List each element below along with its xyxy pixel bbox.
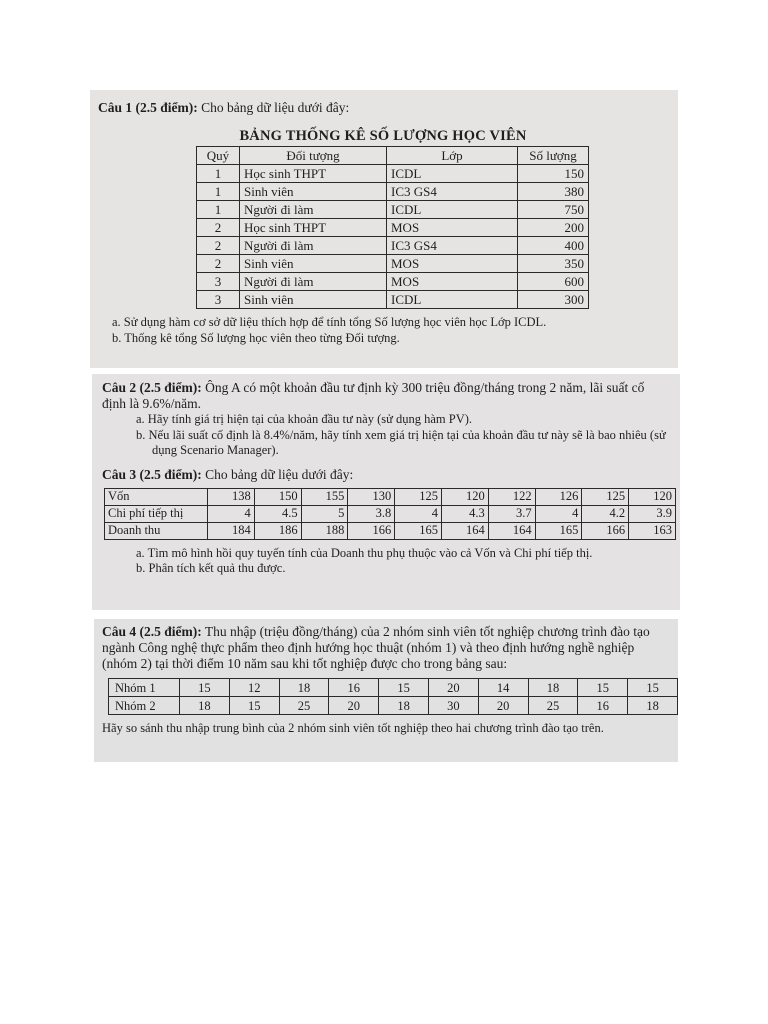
value-cell: 3.9 bbox=[629, 505, 676, 522]
value-cell: 4 bbox=[535, 505, 582, 522]
cell-class: ICDL bbox=[387, 291, 518, 309]
value-cell: 20 bbox=[329, 697, 379, 715]
table-row bbox=[197, 291, 589, 309]
row-label: Vốn bbox=[105, 488, 208, 505]
value-cell: 125 bbox=[582, 488, 629, 505]
header-quantity: Số lượng bbox=[518, 147, 589, 165]
cell-quarter: 3 bbox=[197, 273, 240, 291]
income-table bbox=[108, 678, 678, 715]
value-cell: 18 bbox=[180, 697, 230, 715]
cell-quarter: 2 bbox=[197, 255, 240, 273]
cell-class: IC3 GS4 bbox=[387, 237, 518, 255]
question-3-heading: Câu 3 (2.5 điểm): bbox=[102, 466, 202, 482]
value-cell: 120 bbox=[629, 488, 676, 505]
cell-class: MOS bbox=[387, 273, 518, 291]
header-subject: Đối tượng bbox=[240, 147, 387, 165]
value-cell: 16 bbox=[578, 697, 628, 715]
value-cell: 164 bbox=[441, 522, 488, 539]
student-count-table bbox=[196, 146, 589, 309]
question-2-heading: Câu 2 (2.5 điểm): bbox=[102, 380, 202, 395]
cell-quarter: 2 bbox=[197, 237, 240, 255]
value-cell: 18 bbox=[628, 697, 678, 715]
question-4-prompt bbox=[102, 624, 668, 672]
value-cell: 20 bbox=[478, 697, 528, 715]
table-header-row bbox=[197, 147, 589, 165]
value-cell: 155 bbox=[301, 488, 348, 505]
question-4-intro: Thu nhập (triệu đồng/tháng) của 2 nhóm sinh viên tốt nghiệp chương trình đào tạo ngành Công nghệ thực phẩm theo định hướng học thuật (nhóm 1) và theo định hướng nghề nghiệp (nhóm 2) tại thời điểm 10 năm sau khi tốt nghiệp được cho trong bảng sau: bbox=[102, 624, 650, 671]
row-label: Nhóm 2 bbox=[109, 697, 180, 715]
cell-quarter: 2 bbox=[197, 219, 240, 237]
header-quarter: Quý bbox=[197, 147, 240, 165]
question-3-item-a: a. Tìm mô hình hồi quy tuyến tính của Doanh thu phụ thuộc vào cả Vốn và Chi phí tiếp thị. bbox=[136, 545, 593, 560]
value-cell: 126 bbox=[535, 488, 582, 505]
value-cell: 15 bbox=[379, 679, 429, 697]
row-label: Nhóm 1 bbox=[109, 679, 180, 697]
cell-subject: Học sinh THPT bbox=[240, 165, 387, 183]
cell-quantity: 300 bbox=[518, 291, 589, 309]
row-label: Doanh thu bbox=[105, 522, 208, 539]
table-row bbox=[197, 219, 589, 237]
question-2-prompt bbox=[102, 380, 670, 412]
table-row bbox=[197, 201, 589, 219]
value-cell: 15 bbox=[229, 697, 279, 715]
value-cell: 15 bbox=[180, 679, 230, 697]
cell-quantity: 750 bbox=[518, 201, 589, 219]
question-3-item-b: b. Phân tích kết quả thu được. bbox=[136, 561, 286, 575]
value-cell: 184 bbox=[208, 522, 255, 539]
value-cell: 4.2 bbox=[582, 505, 629, 522]
cell-class: MOS bbox=[387, 219, 518, 237]
table-row bbox=[197, 273, 589, 291]
cell-class: ICDL bbox=[387, 201, 518, 219]
cell-subject: Người đi làm bbox=[240, 237, 387, 255]
value-cell: 165 bbox=[395, 522, 442, 539]
value-cell: 138 bbox=[208, 488, 255, 505]
value-cell: 164 bbox=[488, 522, 535, 539]
value-cell: 120 bbox=[441, 488, 488, 505]
table-row bbox=[197, 255, 589, 273]
question-1-prompt bbox=[98, 100, 668, 116]
value-cell: 25 bbox=[279, 697, 329, 715]
value-cell: 4.5 bbox=[254, 505, 301, 522]
question-4-heading: Câu 4 (2.5 điểm): bbox=[102, 624, 202, 639]
cell-subject: Sinh viên bbox=[240, 183, 387, 201]
value-cell: 20 bbox=[428, 679, 478, 697]
value-cell: 165 bbox=[535, 522, 582, 539]
value-cell: 3.7 bbox=[488, 505, 535, 522]
question-1-heading: Câu 1 (2.5 điểm): bbox=[98, 100, 198, 115]
value-cell: 15 bbox=[578, 679, 628, 697]
cell-quantity: 600 bbox=[518, 273, 589, 291]
cell-quantity: 380 bbox=[518, 183, 589, 201]
cell-quantity: 350 bbox=[518, 255, 589, 273]
value-cell: 18 bbox=[279, 679, 329, 697]
value-cell: 4 bbox=[208, 505, 255, 522]
value-cell: 130 bbox=[348, 488, 395, 505]
value-cell: 30 bbox=[428, 697, 478, 715]
value-cell: 14 bbox=[478, 679, 528, 697]
question-1-item-b: b. Thống kê tổng Số lượng học viên theo từng Đối tượng. bbox=[112, 330, 400, 345]
value-cell: 4 bbox=[395, 505, 442, 522]
question-4-panel bbox=[94, 619, 678, 762]
table-row bbox=[105, 522, 676, 539]
value-cell: 12 bbox=[229, 679, 279, 697]
question-1-panel bbox=[90, 90, 678, 368]
value-cell: 125 bbox=[395, 488, 442, 505]
table-row bbox=[197, 165, 589, 183]
row-label: Chi phí tiếp thị bbox=[105, 505, 208, 522]
regression-data-table bbox=[104, 488, 676, 540]
cell-quarter: 1 bbox=[197, 201, 240, 219]
question-1-intro: Cho bảng dữ liệu dưới đây: bbox=[197, 100, 350, 115]
question-3-intro: Cho bảng dữ liệu dưới đây: bbox=[201, 466, 354, 482]
cell-subject: Sinh viên bbox=[240, 255, 387, 273]
value-cell: 4.3 bbox=[441, 505, 488, 522]
table-row bbox=[109, 679, 678, 697]
cell-quarter: 1 bbox=[197, 165, 240, 183]
value-cell: 188 bbox=[301, 522, 348, 539]
question-2-3-panel bbox=[92, 374, 680, 610]
value-cell: 122 bbox=[488, 488, 535, 505]
table-row bbox=[105, 505, 676, 522]
value-cell: 163 bbox=[629, 522, 676, 539]
value-cell: 25 bbox=[528, 697, 578, 715]
table-row bbox=[197, 237, 589, 255]
table-row bbox=[109, 697, 678, 715]
cell-quantity: 200 bbox=[518, 219, 589, 237]
cell-quarter: 1 bbox=[197, 183, 240, 201]
value-cell: 16 bbox=[329, 679, 379, 697]
value-cell: 186 bbox=[254, 522, 301, 539]
question-2-intro: Ông A có một khoản đầu tư định kỳ 300 triệu đồng/tháng trong 2 năm, lãi suất cố định là 9.6%/năm. bbox=[102, 380, 645, 411]
cell-quantity: 400 bbox=[518, 237, 589, 255]
cell-class: ICDL bbox=[387, 165, 518, 183]
value-cell: 166 bbox=[348, 522, 395, 539]
cell-quantity: 150 bbox=[518, 165, 589, 183]
question-2-item-a: a. Hãy tính giá trị hiện tại của khoản đầu tư này (sử dụng hàm PV). bbox=[136, 412, 473, 426]
table-row bbox=[197, 183, 589, 201]
question-4-closing: Hãy so sánh thu nhập trung bình của 2 nhóm sinh viên tốt nghiệp theo hai chương trình đào tạo trên. bbox=[102, 721, 604, 735]
question-1-item-a: a. Sử dụng hàm cơ sở dữ liệu thích hợp để tính tổng Số lượng học viên học Lớp ICDL. bbox=[112, 315, 547, 329]
value-cell: 150 bbox=[254, 488, 301, 505]
table-title: BẢNG THỐNG KÊ SỐ LƯỢNG HỌC VIÊN bbox=[239, 128, 527, 144]
value-cell: 18 bbox=[379, 697, 429, 715]
table-row bbox=[105, 488, 676, 505]
cell-class: MOS bbox=[387, 255, 518, 273]
value-cell: 166 bbox=[582, 522, 629, 539]
value-cell: 18 bbox=[528, 679, 578, 697]
cell-class: IC3 GS4 bbox=[387, 183, 518, 201]
header-class: Lớp bbox=[387, 147, 518, 165]
question-2-item-b: b. Nếu lãi suất cố định là 8.4%/năm, hãy tính xem giá trị hiện tại của khoản đầu tư này sẽ là bao nhiêu (sử dụng Scenario Manager). bbox=[136, 427, 666, 457]
cell-subject: Sinh viên bbox=[240, 291, 387, 309]
value-cell: 15 bbox=[628, 679, 678, 697]
cell-subject: Người đi làm bbox=[240, 201, 387, 219]
cell-subject: Học sinh THPT bbox=[240, 219, 387, 237]
cell-quarter: 3 bbox=[197, 291, 240, 309]
question-3-prompt bbox=[102, 467, 670, 483]
value-cell: 3.8 bbox=[348, 505, 395, 522]
value-cell: 5 bbox=[301, 505, 348, 522]
cell-subject: Người đi làm bbox=[240, 273, 387, 291]
